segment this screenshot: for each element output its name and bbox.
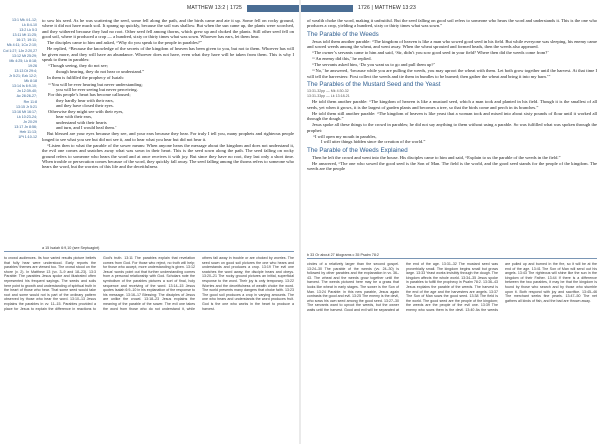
right-page [301, 0, 600, 444]
cross-reference: 13:16 Mt 16:17; [12, 109, 37, 114]
verse-34: Jesus spoke all these things to the crowd in parables; he did not say anything to them without using a parable. So was fulfilled what was spoken through the prophet: [307, 122, 597, 133]
left-footnote: a 15 Isaiah 6:9,10 (see Septuagint) [42, 246, 100, 250]
verse-29: “‘No,’ he answered, ‘because while you are pulling the weeds, you may uproot the wheat with them. Let both grow together until the harvest. At that time I will tell the harvesters: First collect the weeds and tie them in bundles to be burned; then gather the wheat and bring it into my barn.’” [307, 68, 597, 79]
cross-reference: 13:13 Dt 29:4; [14, 68, 37, 73]
psalm-line: I will utter things hidden since the creation of the world.” [321, 139, 426, 145]
left-header-text: MATTHEW 13:2 | 1725 [186, 5, 242, 11]
left-cross-reference-column [3, 18, 37, 140]
cross-reference: 1Pt 1:10-12 [18, 135, 37, 140]
parallel-ref: 13:31-33pp — Lk 13:18-21 [307, 93, 350, 98]
verse-27: “The owner’s servants came to him and said, ‘Sir, didn’t you sow good seed in your field? Where then did the weeds come from?’ [312, 50, 549, 56]
right-footnote: b 33 Or about 27 kilograms c 35 Psalm 78:2 [307, 253, 379, 257]
cross-reference: 13:15 Jr 5:21 [16, 104, 37, 109]
parallel-ref: 13:31-32pp — Mk 4:30-32 [307, 88, 349, 93]
cross-reference: Jn 12:39-40; [17, 89, 37, 94]
verse-10: The disciples came to him and asked, “Why do you speak to the people in parables?” [47, 40, 202, 46]
isaiah-line: and turn, and I would heal them.’ [56, 124, 117, 130]
cross-reference: 13:2 Lk 5:3 [19, 28, 37, 33]
passage-intro: of wealth choke the word, making it unfruitful. But the seed falling on good soil refers to someone who hears the word and understands it. This is the one who produces a crop, yielding a hundred, sixty or thirty times what was sown.” [307, 18, 597, 29]
isaiah-line: and they have closed their eyes. [56, 103, 114, 109]
left-notes-text: to crowd audiences. Its four varied results picture beliefs that fully hear were understood. Early reports the parables’ themes are viewed too. The crowd stood on the shore (v. 2). In Matthew 13 (vv. 3–9 and 18–23). 13:3 Parable: The parables Jesus spoke and illustrated often represented his frequent sayings. The seeds and soils here point to growth and understanding of spiritual truth in the heart of those who hear. That some seed would take root and some would not is part of the ordinary pattern observed by those who hear the word. 13:10–13 Jesus explains the parables in vv. 11–15. Parables provided a place for Jesus to explain the difference in reactions to God’s truth. 13:11 The parables explain that revelation comes from God. For those who reject, no truth will help; for those who accept, more understanding is given. 13:12 Jesus’ words point out that further understanding comes from a personal relationship with God. Scholars note the symbolism of the parables pictures a sort of final, holy sequence and receiving of the word. 13:14–15 Jesus quotes Isaiah 6:9–10 in his explanation of the response to his message. 13:16–17 Blessing: The disciples of Jesus are unlike the crowd. 13:18–23 Jesus explains the meaning of the parable of the sower. The evil one takes the word from those who do not understand it, while others fall away in trouble or are choked by worries. The seed sown on good soil pictures the one who hears and understands and produces a crop. 13:19 The evil one snatches the word away; the disciple hears and obeys. [4, 256, 294, 311]
psalm-line: “I will open my mouth in parables, [313, 134, 377, 140]
isaiah-line: hear with their ears, [56, 114, 93, 120]
isaiah-line: “‘You will be ever hearing but never understanding; [48, 81, 143, 87]
right-running-header [301, 3, 421, 13]
section-heading: The Parable of the Weeds [307, 30, 379, 38]
verse-16: But blessed are your eyes because they see, and your ears because they hear. For truly I tell you, many prophets and righteous people longed to see what you see but did not see it, and to hear what you hear but did not hear it. [42, 131, 294, 142]
cross-reference: Heb 11:13; [19, 130, 37, 135]
cross-reference: Mk 8:18 [24, 79, 37, 84]
verse-18: “Listen then to what the parable of the sower means: When anyone hears the message about the kingdom and does not understand it, the evil one comes and snatches away what was sown in their heart. This is the seed sown along the path. The seed falling on rocky ground refers to someone who hears the word and at once receives it with joy. But since they have no root, they last only a short time. When trouble or persecution comes because of the word, they quickly fall away. The seed falling among the thorns refers to someone who hears the word, but the worries of this life and the deceitfulness [42, 142, 294, 170]
cross-reference: 13:12 Mt 25:29; [12, 53, 37, 58]
left-running-header [182, 3, 299, 13]
verse-28b: “The servants asked him, ‘Do you want us to go and pull them up?’ [312, 62, 435, 68]
poem-1-line: “Though seeing, they do not see; [48, 63, 108, 69]
right-header-text: 1726 | MATTHEW 13:23 [358, 5, 417, 11]
verse-36: Then he left the crowd and went into the house. His disciples came to him and said, “Explain to us the parable of the weeds in the field.” [312, 154, 561, 160]
cross-reference: Lk 8:4-10 [22, 23, 37, 28]
isaiah-line: you will be ever seeing but never perceiving. [56, 87, 138, 93]
cross-reference: 13:17 Jn 8:56; [14, 124, 37, 129]
isaiah-quote [48, 82, 294, 131]
section-heading: The Parables of the Mustard Seed and the Yeast [307, 80, 441, 88]
right-notes-text: circles of a relatively larger than the second gospel. 13:24–30 The parable of the weeds (vv. 24–30) is followed by other parables and the explanation in vv. 36–43. The wheat and the weeds grow together until the harvest. The weeds pictured here may be a grass that looks like wheat in early stages. The sower is the Son of Man. 13:24 Parable: in this new parable, Jesus again contrasts the good and evil. 13:25 The enemy is the devil, who sows his own seed among the good seed. 13:27–30 The servants want to uproot the weeds, but the owner waits until the harvest. Good and evil will be separated at the end of the age. 13:31–32 The mustard seed was proverbially small. The kingdom begins small but grows large. 13:33 Yeast works invisibly through the dough. The kingdom affects the whole world. 13:34–35 Jesus spoke in parables to fulfill the prophecy in Psalm 78:2. 13:36–43 Jesus explains the parable of the weeds. The harvest is the end of the age and the harvesters are angels. 13:37 The Son of Man sows the good seed. 13:38 The field is the world. The good seed are the people of the kingdom; the weeds are the people of the evil one. 13:39 The enemy who sows them is the devil. 13:40 As the weeds are pulled up and burned in the fire, so it will be at the end of the age. 13:41 The Son of Man will send out his angels. 13:43 The righteous will shine like the sun in the kingdom of their Father. 13:44 If there is a difference between the two parables, it may be that the kingdom is found by those who search and by those who stumble upon it. Both respond with joy and sacrifice. 13:45–46 The merchant seeks fine pearls. 13:47–50 The net gathers all kinds of fish, and the bad are thrown away. [307, 262, 597, 312]
verse-28a: “‘An enemy did this,’ he replied. [312, 56, 372, 62]
verse-14: In them is fulfilled the prophecy of Isaiah: [47, 75, 124, 81]
left-header-bar [247, 5, 299, 12]
left-scripture-text [42, 18, 294, 170]
right-study-notes [307, 262, 597, 313]
isaiah-line: understand with their hearts [56, 119, 107, 125]
cross-reference: 13:14 Is 6:9-10; [12, 84, 37, 89]
cross-reference: Col 1:27; 1Jn 2:20,27 [3, 48, 37, 53]
passage-intro: to sow his seed. As he was scattering the seed, some fell along the path, and the birds came and ate it up. Some fell on rocky ground, where it did not have much soil. It sprang up quickly, because the soil was shallow. But when the sun came up, the plants were scorched, and they withered because they had no root. Other seed fell among thorns, which grew up and choked the plants. Still other seed fell on good soil, where it produced a crop — a hundred, sixty or thirty times what was sown. Whoever has ears, let them hear. [42, 18, 294, 40]
right-notes-divider [307, 258, 597, 259]
left-notes-divider [4, 251, 294, 252]
cross-reference: Rm 11:8 [23, 99, 37, 104]
verse-11: He replied, “Because the knowledge of the secrets of the kingdom of heaven has been given to you, but not to them. Whoever has will be given more, and they will have an abundance. Whoever does not have, even what they have will be taken from them. This is why I speak to them in parables: [42, 46, 294, 63]
cross-reference: 16:17; 19:11; [16, 38, 37, 43]
poem-1 [48, 63, 294, 74]
verse-37: He answered, “The one who sowed the good seed is the Son of Man. The field is the world, and the good seed stands for the people of the kingdom. The weeds are the people [307, 160, 597, 172]
cross-reference: Jn 20:29 [23, 119, 37, 124]
cross-reference: 13:1 Mk 4:1-12; [12, 18, 37, 22]
cross-reference: Lk 10:23-24; [17, 114, 37, 119]
right-scripture-text [307, 18, 597, 172]
left-page [0, 0, 299, 444]
cross-reference: Jr 5:21; Ezk 12:2; [9, 74, 37, 79]
parallel-passage-refs [307, 89, 597, 99]
left-notes-text-2: 13:20–21 The rocky ground pictures an initial, superficial response to the word. Their joy is only temporary. 13:22 Worries and the deceitfulness of wealth choke the word. The world presents many dangers that choke faith. 13:23 The good soil produces a crop in varying amounts. The one who hears and understands the word produces fruit. God is the one who works in the heart to produce a harvest. [202, 274, 294, 311]
isaiah-line: they hardly hear with their ears, [56, 97, 114, 103]
cross-reference: 13:11 Mt 11:25; [12, 33, 37, 38]
verse-33: He told them still another parable: “The kingdom of heaven is like yeast that a woman took and mixed into about sixty pounds of flour until it worked all through the dough.” [307, 110, 597, 122]
cross-reference: 19:26 [28, 63, 37, 68]
isaiah-line: For this people’s heart has become calloused; [48, 92, 131, 98]
cross-reference: Mk 4:11; 1Co 2:10; [6, 43, 37, 48]
poem-1-line: though hearing, they do not hear or understand.” [56, 68, 145, 74]
right-header-bar [301, 5, 353, 12]
verse-31: He told them another parable: “The kingdom of heaven is like a mustard seed, which a man took and planted in his field. Though it is the smallest of all seeds, yet when it grows, it is the largest of garden plants and becomes a tree, so that the birds come and perch in its branches.” [307, 99, 597, 110]
cross-reference: Mk 4:25; Lk 8:18; [9, 58, 37, 63]
verse-24: Jesus told them another parable: “The kingdom of heaven is like a man who sowed good seed in his field. But while everyone was sleeping, his enemy came and sowed weeds among the wheat, and went away. When the wheat sprouted and formed heads, then the weeds also appeared. [307, 38, 597, 50]
psalm-quote [313, 134, 597, 145]
isaiah-line: Otherwise they might see with their eyes, [48, 108, 124, 114]
cross-reference: Ac 28:26-27; [16, 94, 37, 99]
left-study-notes [4, 256, 294, 311]
section-heading: The Parable of the Weeds Explained [307, 146, 408, 154]
